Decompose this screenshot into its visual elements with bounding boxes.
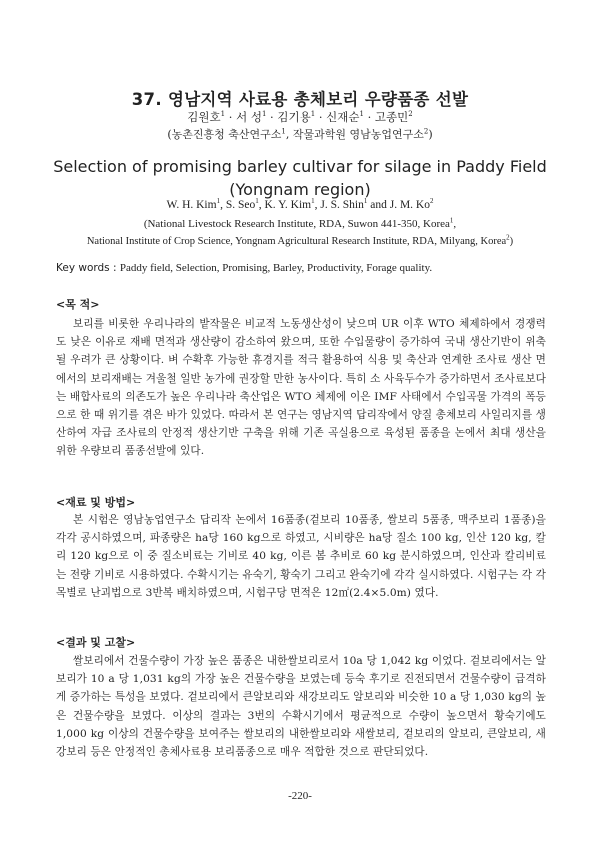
author-en-4: J. S. Shin$^1$: [320, 197, 368, 211]
author-en-5: J. M. Ko$^2$: [389, 197, 434, 211]
section-heading-results: <결과 및 고찰>: [56, 636, 136, 649]
author-ko-3: 김기용$^1$: [277, 110, 316, 124]
author-ko-4: 신재순$^1$: [326, 110, 364, 124]
author-ko-2: 서 성$^1$: [236, 110, 267, 124]
english-title-line-2: (Yongnam region): [229, 180, 371, 199]
english-authors: W. H. Kim$^1$, S. Seo$^1$, K. Y. Kim$^1$, J. S. Shin$^1$ and J. M. Ko$^2$: [166, 197, 434, 211]
section-heading-purpose: <목 적>: [56, 298, 100, 311]
english-affiliation-2: National Institute of Crop Science, Yongnam Agricultural Research Institute, RDA, Milyang, Korea$^2$): [86, 233, 514, 247]
keywords: [56, 262, 556, 274]
english-title: [0, 155, 600, 201]
author-en-2: S. Seo$^1$: [225, 197, 259, 211]
section-body-methods: 본 시험은 영남농업연구소 답리작 논에서 16품종(겉보리 10품종, 쌀보리 5품종, 맥주보리 1품종)을 각각 공시하였으며, 파종량은 ha당 160 kg으로 하였고, 시비량은 ha당 질소 100 kg, 인산 120 kg, 칼리 120 kg으로 이 중 질소비료는 기비로 40 kg, 이른 봄 추비로 60 kg 분시하였으며, 인산과 칼리비료는 전량 기비로 시용하였다. 수확시기는 유숙기, 황숙기 그리고 완숙기에 각각 실시하였다. 시험구는 각 각 목별로 난괴법으로 3반복 배치하였으며, 시험구당 면적은 12㎡(2.4×5.0m) 였다.: [56, 514, 546, 599]
korean-authors: 김원호$^1$ · 서 성$^1$ · 김기용$^1$ · 신재순$^1$ · 고종민$^2$: [187, 110, 413, 124]
korean-title: 37. 영남지역 사료용 총체보리 우량품종 선발: [131, 90, 469, 109]
author-ko-5: 고종민$^2$: [374, 110, 413, 124]
author-en-3: K. Y. Kim$^1$: [264, 197, 315, 211]
english-affiliation-1: (National Livestock Research Institute, RDA, Suwon 441-350, Korea$^1$,: [143, 216, 457, 230]
section-body-results: 쌀보리에서 건물수량이 가장 높은 품종은 내한쌀보리로서 10a 당 1,042 kg 이었다. 겉보리에서는 알보리가 10 a 당 1,031 kg의 가장 높은 건물수량을 보였는데 등숙 후기로 진전되면서 건물수량이 급격하게 증가하는 특성을 보였다. 겉보리에서 큰알보리와 새강보리도 알보리와 비슷한 10 a 당 1,030 kg의 높은 건물수량을 보였다. 이상의 결과는 3번의 수확시기에서 평균적으로 수량이 높으면서 황숙기에도 1,000 kg 이상의 건물수량을 보여주는 쌀보리의 내한쌀보리와 새쌀보리, 겉보리의 알보리, 큰알보리, 새강보리 등은 안정적인 총체사료용 보리품종으로 매우 적합한 것으로 판단되었다.: [56, 655, 546, 759]
section-heading-methods: <재료 및 방법>: [56, 496, 136, 509]
author-en-1: W. H. Kim$^1$: [166, 197, 221, 211]
keywords-label: Key words :: [56, 262, 120, 274]
section-body-purpose: 보리를 비롯한 우리나라의 밭작물은 비교적 노동생산성이 낮으며 UR 이후 WTO 체제하에서 경쟁력도 낮은 이유로 재배 면적과 생산량이 감소하여 왔으며, 또한 수입물량이 증가하여 국내 생산기반이 위축될 우려가 큰 상황이다. 벼 수확후 가능한 휴경지를 적극 활용하여 식용 및 축산과 연계한 조사료 생산 면에서의 보리재배는 겨울철 일반 농가에 권장할 만한 농사이다. 특히 소 사육두수가 증가하면서 조사료보다는 배합사료의 의존도가 높은 우리나라 축산업은 WTO 체제에 이은 IMF 사태에서 수입곡물 가격의 폭등으로 한 때 위기를 겪은 바가 있었다. 따라서 본 연구는 영남지역 답리작에서 양질 총체보리 사일리지를 생산하여 자급 조사료의 안정적 생산기반 구축을 위해 기존 곡실용으로 육성된 품종을 논에서 최대 생산을 위한 우량보리 품종선발에 있다.: [56, 318, 546, 458]
keywords-value: Paddy field, Selection, Promising, Barley, Productivity, Forage quality.: [119, 262, 433, 274]
korean-affiliation: (농촌진흥청 축산연구소$^1$, 작물과학원 영남농업연구소$^2$): [167, 127, 433, 141]
author-ko-1: 김원호$^1$: [187, 110, 226, 124]
page-number: -220-: [288, 790, 312, 802]
english-title-line-1: Selection of promising barley cultivar for silage in Paddy Field: [53, 157, 547, 176]
